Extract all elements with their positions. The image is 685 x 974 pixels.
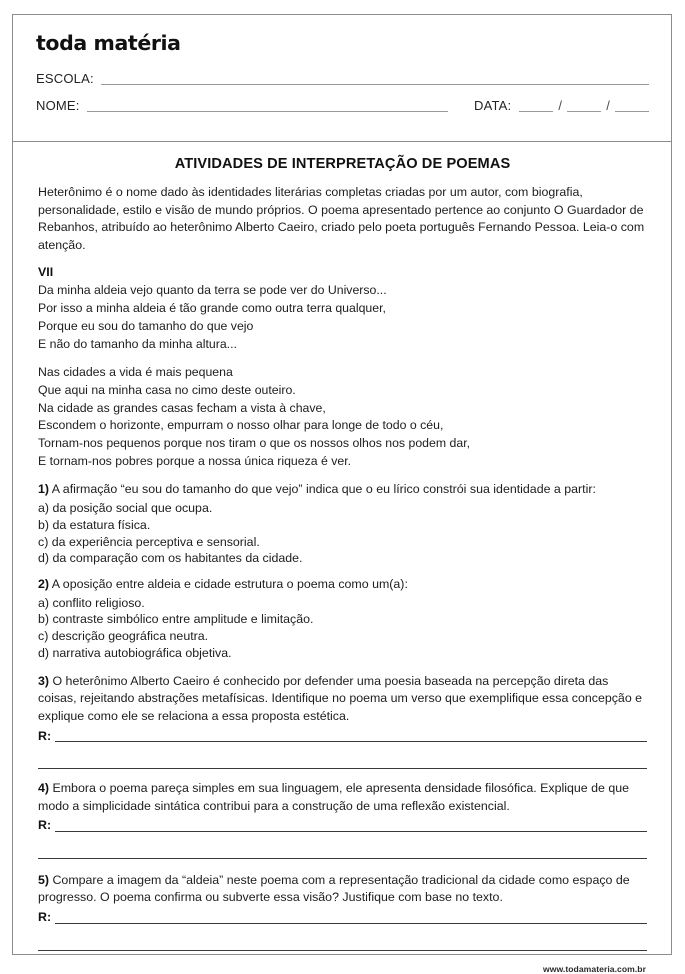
option-d[interactable]: d) narrativa autobiográfica objetiva.	[38, 646, 232, 661]
nome-field-row	[36, 99, 649, 112]
question-2-options	[38, 595, 647, 662]
question-3-number: 3)	[38, 674, 50, 689]
question-5-body: Compare a imagem da “aldeia” neste poema com a representação tradicional da cidade como espaço de progresso. O poema confirma ou subverte essa visão? Justifique com base no texto.	[38, 872, 630, 905]
answer-row	[38, 817, 647, 832]
poem-stanza-2	[38, 364, 647, 470]
data-label: DATA:	[474, 97, 512, 113]
poem-line: Por isso a minha aldeia é tão grande como outra terra qualquer,	[38, 301, 386, 316]
data-separator-2: /	[606, 97, 610, 113]
option-b[interactable]: b) contraste simbólico entre amplitude e limitação.	[38, 612, 314, 627]
question-1	[38, 481, 647, 567]
question-2-body: A oposição entre aldeia e cidade estrutura o poema como um(a):	[49, 577, 408, 592]
answer-row	[38, 909, 647, 924]
option-d[interactable]: d) da comparação com os habitantes da cidade.	[38, 551, 303, 566]
poem-line: Porque eu sou do tamanho do que vejo	[38, 318, 254, 333]
question-4-answer-area	[38, 817, 647, 859]
question-3-body: O heterônimo Alberto Caeiro é conhecido por defender uma poesia baseada na percepção direta das coisas, rejeitando abstrações metafísicas. Identifique no poema um verso que exemplifique essa concepção e explique como ele se relaciona a essa proposta estética.	[38, 674, 643, 723]
answer-line-1[interactable]	[55, 817, 647, 832]
poem-line: E tornam-nos pobres porque a nossa única riqueza é ver.	[38, 453, 352, 468]
question-4	[38, 780, 647, 859]
option-a[interactable]: a) da posição social que ocupa.	[38, 500, 213, 515]
question-5-number: 5)	[38, 872, 50, 887]
worksheet-page	[12, 14, 672, 974]
poem-line: E não do tamanho da minha altura...	[38, 336, 237, 351]
poem-line: Escondem o horizonte, empurram o nosso olhar para longe de todo o céu,	[38, 418, 444, 433]
poem-stanza-1	[38, 282, 647, 353]
escola-field-row	[36, 72, 649, 85]
escola-input-line[interactable]	[101, 73, 649, 85]
option-a[interactable]: a) conflito religioso.	[38, 595, 145, 610]
question-5-answer-area	[38, 909, 647, 951]
question-2	[38, 576, 647, 662]
footer-url: www.todamateria.com.br	[543, 963, 646, 974]
answer-line-1[interactable]	[55, 727, 647, 742]
brand-logo: toda matéria	[36, 31, 181, 55]
question-4-number: 4)	[38, 781, 50, 796]
poem-line: Que aqui na minha casa no cimo deste outeiro.	[38, 382, 296, 397]
question-4-text	[38, 780, 647, 815]
question-1-text	[38, 481, 647, 498]
question-3-text	[38, 673, 647, 725]
question-5-text	[38, 872, 647, 907]
question-3	[38, 673, 647, 769]
option-c[interactable]: c) descrição geográfica neutra.	[38, 629, 209, 644]
question-1-number: 1)	[38, 482, 50, 497]
question-2-text	[38, 576, 647, 593]
poem-line: Nas cidades a vida é mais pequena	[38, 365, 233, 380]
answer-line-2[interactable]	[38, 832, 647, 859]
answer-line-2[interactable]	[38, 924, 647, 951]
answer-line-2[interactable]	[38, 742, 647, 769]
question-2-number: 2)	[38, 577, 50, 592]
answer-label: R:	[38, 818, 52, 833]
question-4-body: Embora o poema pareça simples em sua linguagem, ele apresenta densidade filosófica. Explique de que modo a simplicidade sintática contribui para a construção de uma reflexão existencial.	[38, 781, 629, 813]
data-year-input[interactable]	[615, 100, 649, 112]
page-title: ATIVIDADES DE INTERPRETAÇÃO DE POEMAS	[174, 156, 511, 172]
data-day-input[interactable]	[519, 100, 553, 112]
question-1-body: A afirmação “eu sou do tamanho do que vejo” indica que o eu lírico constrói sua identidade a partir:	[49, 482, 596, 497]
data-separator-1: /	[558, 97, 563, 113]
answer-row	[38, 727, 647, 742]
poem-number: VII	[38, 265, 54, 280]
option-b[interactable]: b) da estatura física.	[38, 517, 151, 532]
poem-line: Tornam-nos pequenos porque nos tiram o que os nossos olhos nos podem dar,	[38, 436, 471, 451]
worksheet-content	[13, 142, 671, 974]
answer-label: R:	[38, 728, 52, 743]
poem-line: Da minha aldeia vejo quanto da terra se pode ver do Universo...	[38, 283, 387, 298]
worksheet-header	[13, 15, 671, 142]
data-field-group	[474, 99, 649, 112]
answer-line-1[interactable]	[55, 909, 647, 924]
intro-paragraph: Heterônimo é o nome dado às identidades literárias completas criadas por um autor, com biografia, personalidade, estilo e visão de mundo próprios. O poema apresentado pertence ao conjunto O Guardador de Rebanhos, atribuído ao heterônimo Alberto Caeiro, criado pelo poeta português Fernando Pessoa. Leia-o com atenção.	[38, 185, 645, 252]
nome-input-line[interactable]	[87, 100, 448, 112]
answer-label: R:	[38, 910, 52, 925]
question-1-options	[38, 500, 647, 567]
question-5	[38, 872, 647, 951]
poem-line: Na cidade as grandes casas fecham a vista à chave,	[38, 400, 326, 415]
escola-label: ESCOLA:	[36, 70, 94, 86]
question-3-answer-area	[38, 727, 647, 769]
nome-label: NOME:	[36, 97, 80, 113]
data-month-input[interactable]	[567, 100, 601, 112]
option-c[interactable]: c) da experiência perceptiva e sensorial.	[38, 534, 260, 549]
